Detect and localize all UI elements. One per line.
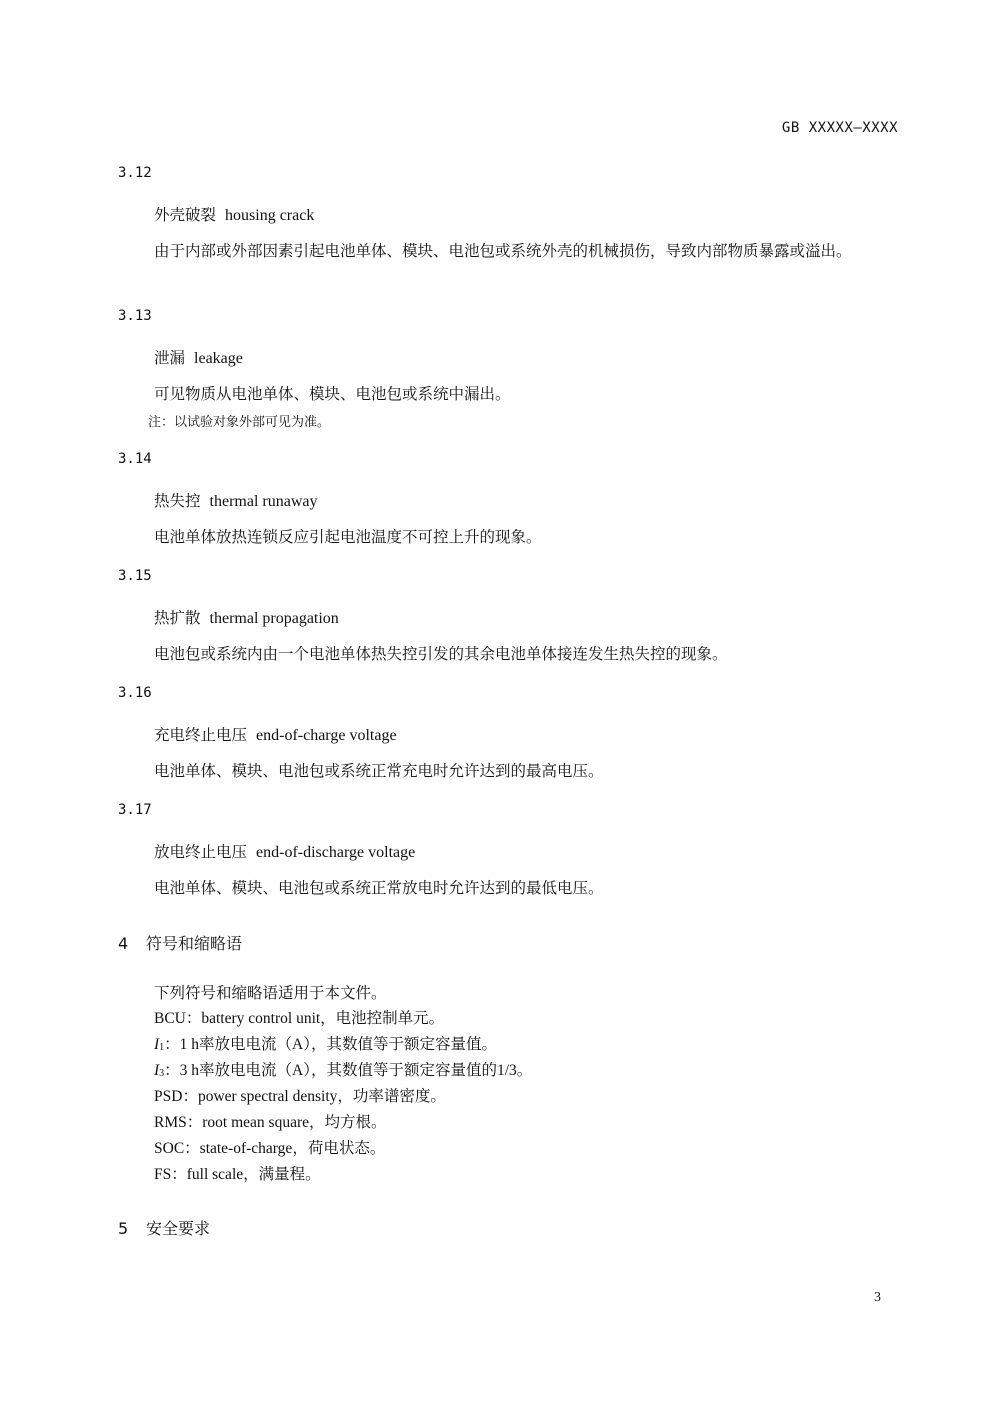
term-definition: 电池单体、模块、电池包或系统正常充电时允许达到的最高电压。	[154, 762, 604, 780]
section-title: 符号和缩略语	[146, 934, 243, 953]
abbreviation-subscript: 1	[159, 1042, 165, 1053]
clause-number: 3.15	[118, 568, 152, 584]
term-zh: 放电终止电压	[154, 843, 248, 861]
abbreviation-text: ：state-of-charge，荷电状态。	[184, 1140, 386, 1157]
term-title	[154, 346, 243, 368]
abbreviation-symbol: PSD	[154, 1088, 183, 1105]
abbreviation-item	[154, 1084, 532, 1110]
abbreviation-item	[154, 1032, 532, 1058]
clause-number: 3.13	[118, 308, 152, 324]
abbreviation-symbol: RMS	[154, 1114, 187, 1131]
term-definition: 电池单体、模块、电池包或系统正常放电时允许达到的最低电压。	[154, 879, 604, 897]
abbreviation-item	[154, 1058, 532, 1084]
term-en: leakage	[194, 350, 243, 367]
term-zh: 外壳破裂	[154, 206, 217, 224]
abbreviation-text: ：full scale，满量程。	[171, 1166, 321, 1183]
abbreviation-symbol: SOC	[154, 1140, 185, 1157]
section-heading	[118, 931, 242, 954]
abbreviation-list	[154, 980, 532, 1188]
clause-number: 3.14	[118, 451, 152, 467]
clause-number: 3.12	[118, 165, 152, 181]
abbreviation-item	[154, 1162, 532, 1188]
abbreviation-symbol: I	[154, 1062, 160, 1079]
term-title	[154, 723, 397, 745]
term-en: end-of-discharge voltage	[256, 844, 416, 861]
term-zh: 泄漏	[154, 349, 186, 367]
section-number: 4	[118, 934, 129, 953]
term-en: thermal runaway	[209, 493, 318, 510]
term-title	[154, 203, 314, 225]
abbreviation-symbol: I	[154, 1036, 160, 1053]
term-zh: 热失控	[154, 492, 201, 510]
term-title	[154, 606, 339, 628]
section-number: 5	[118, 1219, 129, 1238]
section-heading	[118, 1216, 210, 1239]
abbreviation-item	[154, 1110, 532, 1136]
term-definition: 电池包或系统内由一个电池单体热失控引发的其余电池单体接连发生热失控的现象。	[154, 645, 728, 663]
abbreviation-text: ：1 h率放电电流（A），其数值等于额定容量值。	[164, 1036, 497, 1053]
term-zh: 充电终止电压	[154, 726, 248, 744]
term-en: housing crack	[225, 207, 315, 224]
abbreviation-text: ：root mean square，均方根。	[186, 1114, 387, 1131]
term-definition: 电池单体放热连锁反应引起电池温度不可控上升的现象。	[154, 528, 542, 546]
clause-number: 3.16	[118, 685, 152, 701]
term-en: thermal propagation	[209, 610, 339, 627]
page-number: 3	[874, 1290, 881, 1305]
abbreviation-symbol: BCU	[154, 1010, 186, 1027]
abbreviation-text: ：power spectral density，功率谱密度。	[182, 1088, 446, 1105]
term-en: end-of-charge voltage	[256, 727, 397, 744]
abbreviation-item	[154, 1006, 532, 1032]
document-code: GB XXXXX—XXXX	[781, 120, 898, 136]
abbreviation-symbol: FS	[154, 1166, 172, 1183]
term-title	[154, 840, 415, 862]
section-title: 安全要求	[146, 1219, 211, 1238]
clause-number: 3.17	[118, 802, 152, 818]
term-definition: 由于内部或外部因素引起电池单体、模块、电池包或系统外壳的机械损伤，导致内部物质暴露或溢出。	[154, 242, 852, 260]
term-definition: 可见物质从电池单体、模块、电池包或系统中漏出。	[154, 385, 511, 403]
abbreviation-text: ：3 h率放电电流（A），其数值等于额定容量值的1/3。	[164, 1062, 533, 1079]
term-note: 注：以试验对象外部可见为准。	[148, 415, 331, 430]
abbreviation-subscript: 3	[159, 1068, 165, 1079]
term-title	[154, 489, 317, 511]
abbreviation-intro: 下列符号和缩略语适用于本文件。	[154, 984, 387, 1002]
abbreviation-item	[154, 1136, 532, 1162]
term-zh: 热扩散	[154, 609, 201, 627]
abbreviation-text: ：battery control unit，电池控制单元。	[185, 1010, 445, 1027]
